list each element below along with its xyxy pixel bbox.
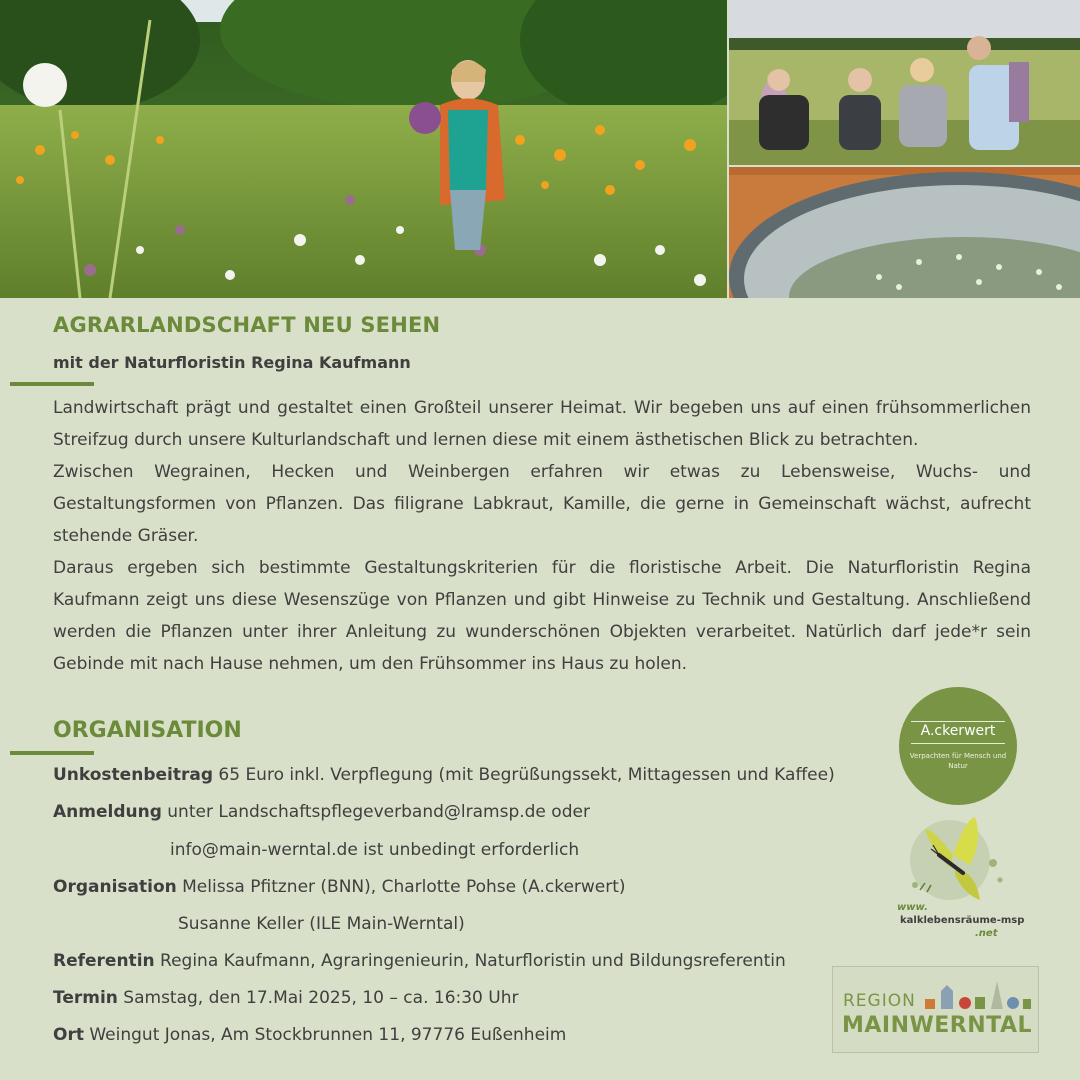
info-label: Anmeldung <box>53 802 162 822</box>
region-logo-top: REGION <box>843 991 916 1011</box>
info-row-registration <box>53 802 590 822</box>
info-value: Melissa Pfitzner (BNN), Charlotte Pohse (A.ckerwert) <box>176 877 626 897</box>
kalklebensraeume-logo <box>895 815 1025 945</box>
ackerwert-logo-tagline: Verpachten für Mensch und Natur <box>909 752 1007 770</box>
info-label: Referentin <box>53 951 155 971</box>
logo-rule <box>911 743 1005 744</box>
logo-rule <box>911 721 1005 722</box>
info-label: Ort <box>53 1025 84 1045</box>
divider-accent-1 <box>10 382 94 386</box>
description-text <box>53 392 1031 680</box>
village-icons <box>923 977 1033 1013</box>
info-row-cost <box>53 765 835 785</box>
divider-accent-2 <box>10 751 94 755</box>
paragraph: Daraus ergeben sich bestimmte Gestaltungskriterien für die floristische Arbeit. Die Naturfloristin Regina Kaufmann zeigt uns diese Wesenszüge von Pflanzen und gibt Hinweise zu Technik und Gestaltung. Anschließend werden die Pflanzen unter ihrer Anleitung zu wunderschönen Objekten verarbeitet. Natürlich darf jede*r sein Gebinde mit nach Hause nehmen, um den Frühsommer ins Haus zu holen. <box>53 558 1031 674</box>
page-title: AGRARLANDSCHAFT NEU SEHEN <box>53 313 441 337</box>
ackerwert-logo <box>899 687 1017 805</box>
paragraph: Zwischen Wegrainen, Hecken und Weinbergen erfahren wir etwas zu Lebensweise, Wuchs- und Gestaltungsformen von Pflanzen. Das filigrane Labkraut, Kamille, die gerne in Gemeinschaft wächst, aufrecht stehende Gräser. <box>53 462 1031 546</box>
kalk-logo-name: kalklebensräume-msp <box>900 915 1025 926</box>
info-row-organisation-cont <box>178 914 465 934</box>
page-subtitle: mit der Naturfloristin Regina Kaufmann <box>53 353 411 372</box>
info-label: Termin <box>53 988 118 1008</box>
paragraph: Landwirtschaft prägt und gestaltet einen Großteil unserer Heimat. Wir begeben uns auf einen frühsommerlichen Streifzug durch unsere Kulturlandschaft und lernen diese mit einem ästhetischen Blick zu betrachten. <box>53 398 1031 450</box>
butterfly-icon <box>895 815 1020 910</box>
info-value: Weingut Jonas, Am Stockbrunnen 11, 97776 Eußenheim <box>83 1025 567 1045</box>
region-main-werntal-logo <box>832 966 1039 1053</box>
region-logo-bottom: MAINWERNTAL <box>842 1013 1033 1038</box>
info-value: info@main-werntal.de ist unbedingt erforderlich <box>170 840 580 860</box>
photo-header <box>0 0 1080 298</box>
info-value: unter Landschaftspflegeverband@lramsp.de oder <box>161 802 590 822</box>
ackerwert-logo-name: A.ckerwert <box>920 723 996 739</box>
info-row-organisation <box>53 877 626 897</box>
organisation-heading: ORGANISATION <box>53 718 242 743</box>
info-row-date <box>53 988 518 1008</box>
info-value: Susanne Keller (ILE Main-Werntal) <box>178 914 465 934</box>
info-row-registration-cont <box>170 840 579 860</box>
info-value: Regina Kaufmann, Agraringenieurin, Naturfloristin und Bildungsreferentin <box>154 951 786 971</box>
kalk-logo-www: www. <box>897 902 928 913</box>
info-value: 65 Euro inkl. Verpflegung (mit Begrüßungssekt, Mittagessen und Kaffee) <box>213 765 835 785</box>
info-value: Samstag, den 17.Mai 2025, 10 – ca. 16:30 Uhr <box>117 988 519 1008</box>
info-row-location <box>53 1025 566 1045</box>
info-label: Unkostenbeitrag <box>53 765 213 785</box>
kalk-logo-net: .net <box>975 928 998 939</box>
photo-group-in-field <box>729 0 1080 165</box>
photo-bowl-with-flowers <box>729 167 1080 298</box>
info-row-speaker <box>53 951 786 971</box>
photo-flower-meadow <box>0 0 727 298</box>
info-label: Organisation <box>53 877 177 897</box>
